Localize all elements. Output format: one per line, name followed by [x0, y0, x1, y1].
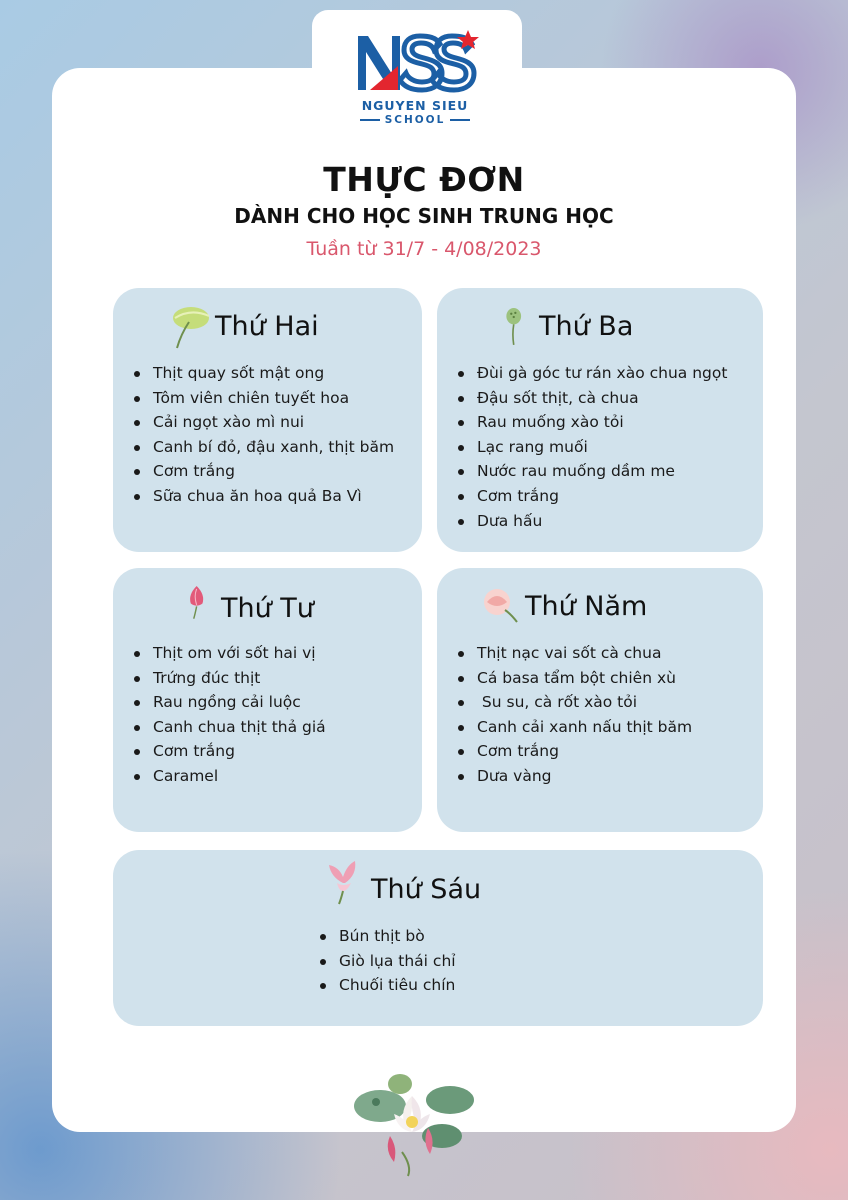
- list-item: Canh bí đỏ, đậu xanh, thịt băm: [133, 435, 394, 460]
- dish-list: [319, 924, 456, 998]
- list-item: Dưa vàng: [457, 764, 692, 789]
- day-name: Thứ Sáu: [371, 874, 482, 905]
- list-item: Canh cải xanh nấu thịt băm: [457, 715, 692, 740]
- list-item: Cơm trắng: [457, 484, 727, 509]
- day-card-thursday: [437, 568, 763, 832]
- list-item: Thịt nạc vai sốt cà chua: [457, 641, 692, 666]
- week-range: Tuần từ 31/7 - 4/08/2023: [306, 238, 542, 260]
- page-subtitle: DÀNH CHO HỌC SINH TRUNG HỌC: [234, 204, 614, 228]
- day-card-tuesday: [437, 288, 763, 552]
- list-item: Đậu sốt thịt, cà chua: [457, 386, 727, 411]
- list-item: Chuối tiêu chín: [319, 973, 456, 998]
- school-sub: SCHOOL: [340, 114, 490, 126]
- dish-list: [457, 361, 727, 533]
- list-item: Cơm trắng: [133, 739, 326, 764]
- day-name: Thứ Tư: [221, 592, 314, 624]
- list-item: Tôm viên chiên tuyết hoa: [133, 386, 394, 411]
- lotus-flower-icon: [323, 857, 367, 905]
- day-card-friday: [113, 850, 763, 1026]
- lotus-bud-icon: [185, 578, 217, 626]
- lotus-seedpod-icon: [499, 302, 535, 350]
- list-item: Dưa hấu: [457, 509, 727, 534]
- lotus-bouquet-icon: [350, 1066, 480, 1178]
- list-item: Cơm trắng: [133, 459, 394, 484]
- list-item: Cải ngọt xào mì nui: [133, 410, 394, 435]
- list-item: Cơm trắng: [457, 739, 692, 764]
- list-item: Lạc rang muối: [457, 435, 727, 460]
- list-item: Đùi gà góc tư rán xào chua ngọt: [457, 361, 727, 386]
- list-item: Cá basa tẩm bột chiên xù: [457, 666, 692, 691]
- lotus-blossom-icon: [477, 582, 521, 630]
- nss-logo-icon: [340, 26, 490, 98]
- list-item: Giò lụa thái chỉ: [319, 949, 456, 974]
- dish-list: [133, 641, 326, 789]
- school-name: NGUYEN SIEU: [361, 98, 469, 113]
- list-item: Trứng đúc thịt: [133, 666, 326, 691]
- school-logo: [340, 26, 490, 130]
- day-card-wednesday: [113, 568, 422, 832]
- list-item: Nước rau muống dầm me: [457, 459, 727, 484]
- list-item: Thịt om với sốt hai vị: [133, 641, 326, 666]
- list-item: Rau ngồng cải luộc: [133, 690, 326, 715]
- list-item: Sữa chua ăn hoa quả Ba Vì: [133, 484, 394, 509]
- day-card-monday: [113, 288, 422, 552]
- list-item: Su su, cà rốt xào tỏi: [457, 690, 692, 715]
- list-item: Canh chua thịt thả giá: [133, 715, 326, 740]
- list-item: Rau muống xào tỏi: [457, 410, 727, 435]
- dish-list: [457, 641, 692, 789]
- day-name: Thứ Hai: [215, 310, 319, 342]
- list-item: Caramel: [133, 764, 326, 789]
- list-item: Bún thịt bò: [319, 924, 456, 949]
- page-title: THỰC ĐƠN: [323, 160, 525, 199]
- dish-list: [133, 361, 394, 509]
- day-name: Thứ Ba: [539, 310, 634, 342]
- list-item: Thịt quay sốt mật ong: [133, 361, 394, 386]
- lotus-leaf-icon: [167, 302, 211, 350]
- day-name: Thứ Năm: [525, 590, 648, 622]
